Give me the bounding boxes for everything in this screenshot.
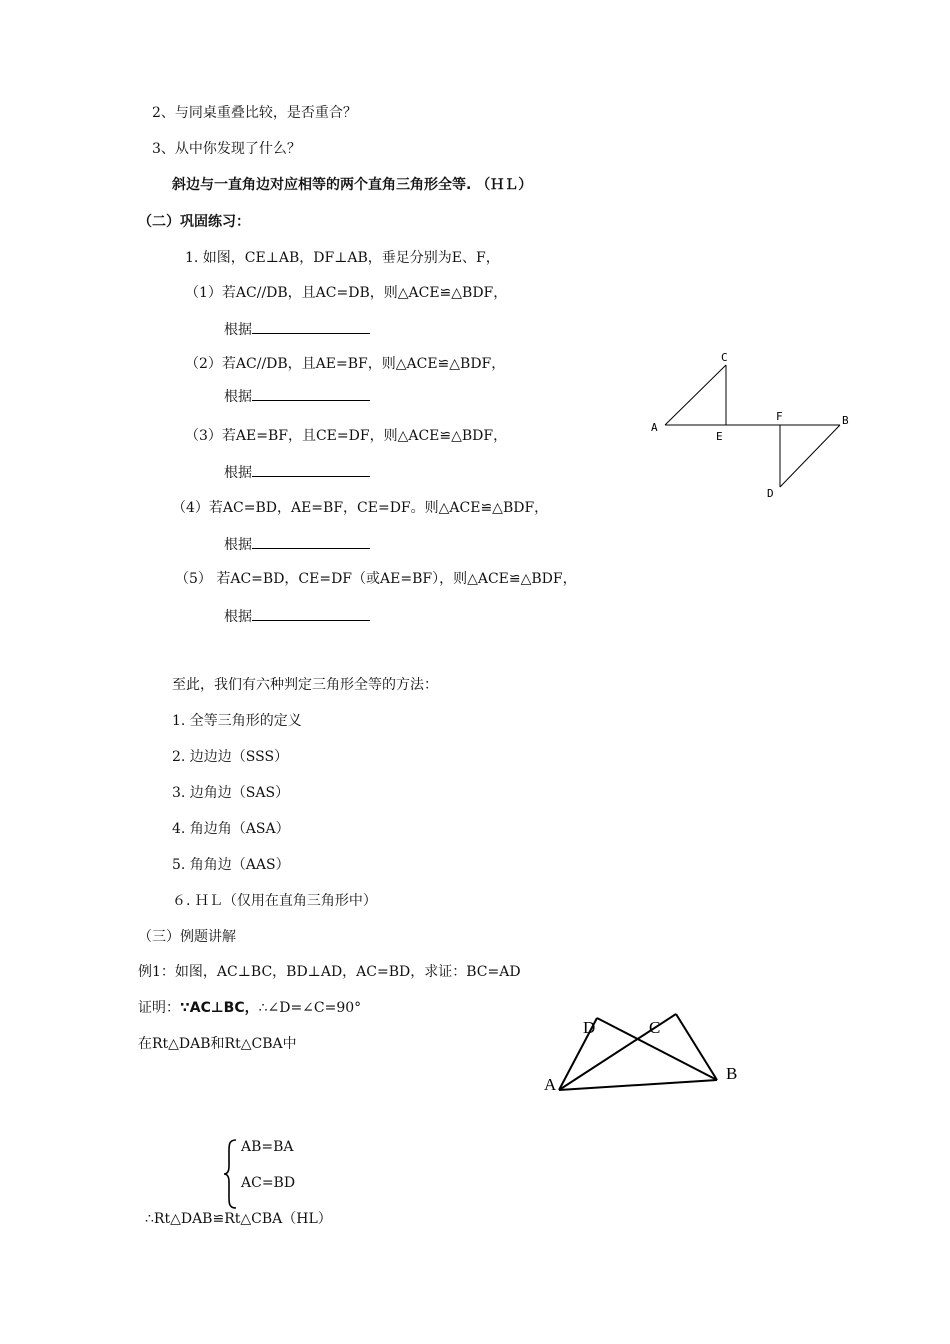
- method-item: 5. 角角边（AAS）: [172, 857, 290, 873]
- method-item: 1. 全等三角形的定义: [172, 713, 302, 729]
- case-2-basis: 根据: [224, 386, 370, 407]
- answer-blank[interactable]: [252, 319, 370, 334]
- case-3-text: （3）若AE=BF，且CE=DF，则△ACE≌△BDF，: [185, 428, 508, 444]
- section-heading-2: （二）巩固练习：: [138, 214, 250, 230]
- question-3: 3、从中你发现了什么？: [152, 141, 301, 157]
- fig1-label-e: E: [716, 430, 723, 443]
- fig1-label-c: C: [721, 351, 728, 364]
- case-5-text: （5） 若AC=BD，CE=DF（或AE=BF），则△ACE≌△BDF，: [175, 571, 577, 587]
- curly-brace: [222, 1138, 238, 1210]
- method-item: 2. 边边边（SSS）: [172, 749, 289, 765]
- case-3-basis: 根据: [224, 462, 370, 483]
- fig1-label-b: B: [842, 414, 849, 427]
- brace-condition-1: AB=BA: [241, 1139, 294, 1155]
- fig2-label-b: B: [726, 1064, 738, 1083]
- example-figure: [540, 1010, 750, 1100]
- proof-line-1: 证明：∵AC⊥BC，∴∠D=∠C=90°: [138, 1000, 362, 1016]
- answer-blank[interactable]: [252, 386, 370, 401]
- exercise-1-intro: 1. 如图，CE⊥AB，DF⊥AB，垂足分别为E、F，: [185, 250, 500, 266]
- answer-blank[interactable]: [252, 606, 370, 621]
- method-item: ６. ＨＬ（仅用在直角三角形中）: [172, 893, 377, 909]
- fig2-label-c: C: [649, 1018, 661, 1037]
- method-item: 3. 边角边（SAS）: [172, 785, 290, 801]
- case-2-text: （2）若AC//DB，且AE=BF，则△ACE≌△BDF，: [185, 356, 506, 372]
- answer-blank[interactable]: [252, 462, 370, 477]
- case-1-text: （1）若AC//DB，且AC=DB，则△ACE≌△BDF，: [185, 285, 508, 301]
- fig1-label-f: F: [776, 410, 783, 423]
- example-1-statement: 例1：如图，AC⊥BC，BD⊥AD，AC=BD，求证：BC=AD: [138, 964, 521, 980]
- case-1-basis: 根据: [224, 319, 370, 340]
- method-item: 4. 角边角（ASA）: [172, 821, 290, 837]
- fig1-label-d: D: [767, 487, 774, 500]
- answer-blank[interactable]: [252, 534, 370, 549]
- section-heading-3: （三）例题讲解: [138, 929, 236, 945]
- case-4-text: （4）若AC=BD，AE=BF，CE=DF。则△ACE≌△BDF，: [172, 500, 549, 516]
- proof-line-2: 在Rt△DAB和Rt△CBA中: [138, 1036, 297, 1052]
- hl-theorem: 斜边与一直角边对应相等的两个直角三角形全等. （ＨＬ）: [172, 177, 533, 193]
- question-2: 2、与同桌重叠比较，是否重合？: [152, 105, 357, 121]
- conclusion: ∴Rt△DAB≌Rt△CBA（HL）: [145, 1211, 332, 1227]
- fig2-label-a: A: [544, 1075, 557, 1094]
- case-5-basis: 根据: [224, 606, 370, 627]
- exercise-figure: [640, 345, 860, 505]
- brace-condition-2: AC=BD: [241, 1175, 296, 1191]
- fig1-label-a: A: [651, 421, 658, 434]
- case-4-basis: 根据: [224, 534, 370, 555]
- fig2-label-d: D: [583, 1018, 596, 1037]
- summary-intro: 至此，我们有六种判定三角形全等的方法：: [172, 677, 438, 693]
